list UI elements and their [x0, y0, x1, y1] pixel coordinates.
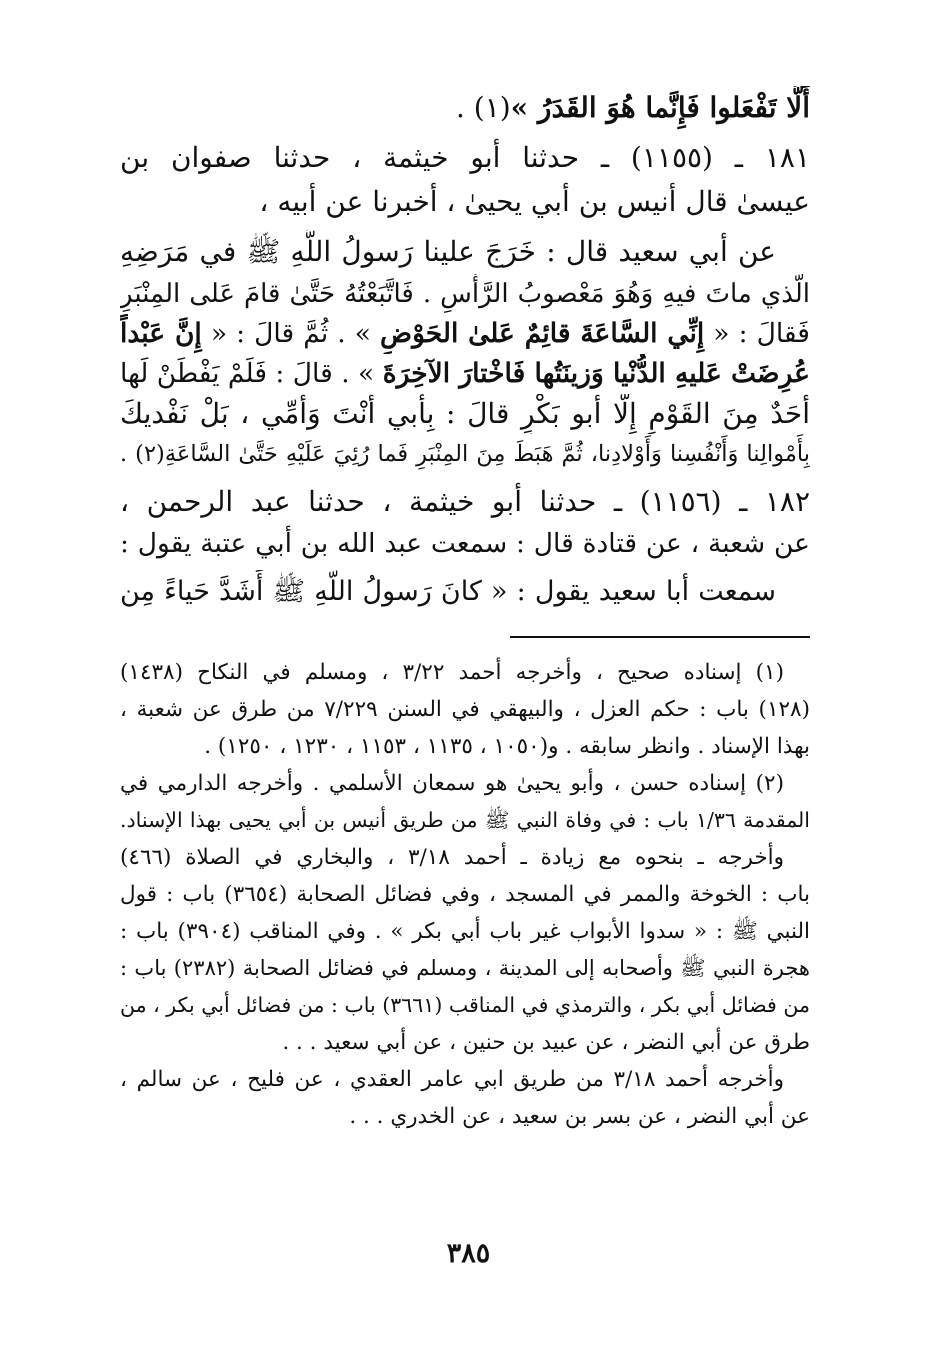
footnote-line: وأخرجه أحمد ٣/١٨ من طريق ابي عامر العقدي ، عن فليح ، عن سالم ، [120, 1067, 784, 1092]
footnote-line: عن أبي النضر ، عن بسر بن سعيد ، عن الخدري . . . [349, 1104, 810, 1129]
footnote-line: المقدمة ١/٣٦ باب : في وفاة النبي ﷺ من طريق أنيس بن أبي يحيى بهذا الإسناد. [120, 808, 810, 832]
footnote-line: (١٢٨) باب : حكم العزل ، والبيهقي في السنن ٧/٢٢٩ من طرق عن شعبة ، [120, 697, 810, 722]
footnote-line: (٢) إسناده حسن ، وأبو يحيىٰ هو سمعان الأسلمي . وأخرجه الدارمي في [120, 771, 784, 796]
page-number: ٣٨٥ [446, 1238, 491, 1269]
main-line: عيسىٰ قال أنيس بن أبي يحيىٰ ، أخبرنا عن أبيه ، [259, 185, 810, 218]
hadith-182-heading: ١٨٢ ـ (١١٥٦) ـ حدثنا أبو خيثمة ، حدثنا عبد الرحمن ، [120, 485, 810, 518]
main-line: الَّذي ماتَ فيهِ وَهُوَ مَعْصوبُ الرَّأْسِ . فَاتَّبَعْتُهُ حَتَّىٰ قامَ عَلى المِنْبَرِ [120, 279, 810, 309]
main-line: عُرِضَتْ عَليهِ الدُّنْيا وَزينَتُها فَاخْتارَ الآخِرَةَ » . قالَ : فَلَمْ يَفْطَنْ لَها [120, 358, 810, 389]
main-line: عن شعبة ، عن قتادة قال : سمعت عبد الله بن أبي عتبة يقول : [120, 528, 810, 559]
main-text [120, 86, 810, 614]
hadith-181-heading: ١٨١ ـ (١١٥٥) ـ حدثنا أبو خيثمة ، حدثنا صفوان بن [120, 141, 810, 174]
main-line: أَلَّا تَفْعَلوا فَإِنَّما هُوَ القَدَرُ »(١) . [455, 91, 810, 124]
main-line: عن أبي سعيد قال : خَرَجَ علينا رَسولُ اللَّهِ ﷺ في مَرَضِهِ [120, 235, 776, 268]
footnote-line: هجرة النبي ﷺ وأصحابه إلى المدينة ، ومسلم في فضائل الصحابة (٢٣٨٢) باب : [120, 956, 810, 980]
main-line: فَقالَ : « إِنِّي السَّاعَةَ قائِمٌ عَلىٰ الحَوْضِ » . ثُمَّ قالَ : « إِنَّ عَبْداً [120, 318, 810, 349]
main-line: أَحَدٌ مِنَ القَوْمِ إِلَّا أَبو بَكْرٍ قالَ : بِأَبي أَنْتَ وَأُمِّي ، بَلْ نَفْديكَ [120, 397, 810, 430]
footnote-line: النبي ﷺ : « سدوا الأبواب غير باب أبي بكر » . وفي المناقب (٣٩٠٤) باب : [120, 919, 810, 944]
main-line: بِأَمْوالِنا وَأَنْفُسِنا وَأَوْلادِنا، ثُمَّ هَبَطَ مِنَ المِنْبَرِ فَما رُئِيَ عَلَيْهِ حَتَّىٰ السَّاعَةِ(٢) . [120, 441, 810, 467]
footnote-separator [510, 636, 810, 638]
footnote-line: (١) إسناده صحيح ، وأخرجه أحمد ٣/٢٢ ، ومسلم في النكاح (١٤٣٨) [120, 660, 784, 685]
footnotes [120, 654, 810, 1135]
footnote-line: بهذا الإسناد . وانظر سابقه . و(١٠٥٠ ، ١١٣٥ ، ١١٥٣ ، ١٢٣٠ ، ١٢٥٠) . [204, 734, 810, 759]
main-line: سمعت أبا سعيد يقول : « كانَ رَسولُ اللَّهِ ﷺ أَشَدَّ حَياءً مِن [120, 576, 776, 607]
footnote-line: طرق عن أبي النضر ، عن عبيد بن حنين ، عن أبي سعيد . . . [282, 1030, 810, 1055]
footnote-line: باب : الخوخة والممر في المسجد ، وفي فضائل الصحابة (٣٦٥٤) باب : قول [120, 882, 810, 907]
page-body [120, 86, 810, 1135]
footnote-line: من فضائل أبي بكر ، والترمذي في المناقب (٣٦٦١) باب : من فضائل أبي بكر ، من [120, 993, 810, 1017]
footnote-line: وأخرجه ـ بنحوه مع زيادة ـ أحمد ٣/١٨ ، والبخاري في الصلاة (٤٦٦) [120, 845, 784, 870]
